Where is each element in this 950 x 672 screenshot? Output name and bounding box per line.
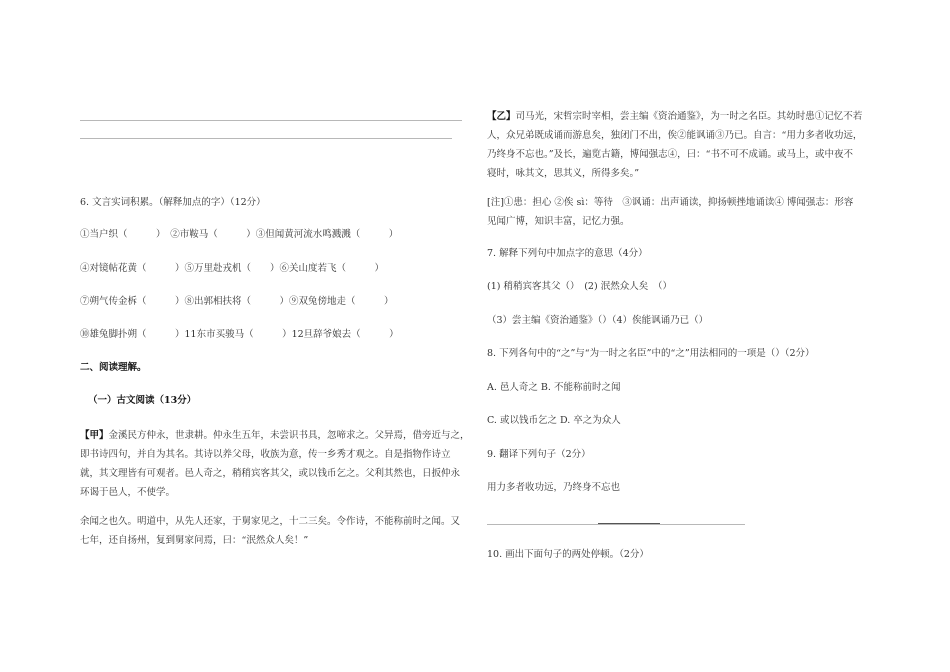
question-6-row: ①当户织（ ） ②市鞍马（ ）③但闻黄河流水鸣溅溅（ ） [80, 229, 399, 240]
passage-line: 乃终身不忘也。”及长，遍览古籍，博闻强志④，曰：“书不可不成诵。或马上，或中夜不 [487, 149, 853, 160]
question-6-row: ⑦朔气传金柝（ ）⑧出郭相扶将（ ）⑨双兔傍地走（ ） [80, 296, 394, 307]
passage-jia-label: 【甲】 [80, 430, 109, 441]
passage-jia-continued [80, 512, 460, 550]
passage-line: 寝时，咏其文，思其义，所得多矣。” [487, 168, 640, 179]
passage-line: 就，其文理皆有可观者。邑人奇之，稍稍宾客其父，或以钱币乞之。父利其然也，日扳仲永 [80, 468, 461, 479]
passage-line: 余闻之也久。明道中，从先人还家，于舅家见之，十二三矣。令作诗，不能称前时之闻。又 [80, 516, 461, 527]
footnote [487, 193, 853, 231]
passage-line: 即书诗四句，并自为其名。其诗以养父母，收族为意，传一乡秀才观之。自是指物作诗立 [80, 449, 451, 460]
question-9-sentence: 用力多者收功远，乃终身不忘也 [487, 482, 621, 493]
passage-line: 环谒于邑人，不使学。 [80, 487, 176, 498]
passage-line: 人，众兄弟既成诵而游息矣，独闭门不出，俟②能讽诵③乃已。自言：“用力多者收功远， [487, 130, 863, 141]
answer-line-3-mark [598, 523, 660, 524]
passage-line: 金溪民方仲永，世隶耕。仲永生五年，未尝识书具，忽啼求之。父异焉，借旁近与之， [108, 430, 470, 441]
question-8-title: 8. 下列各句中的“之”与“为一时之名臣”中的“之”用法相同的一项是（）（2分） [487, 348, 815, 359]
passage-yi [487, 107, 862, 183]
question-7-items-b: （3）尝主编《资治通鉴》（）（4）俟能讽诵乃已（） [487, 315, 709, 326]
passage-jia [80, 426, 470, 502]
answer-line-3 [487, 524, 745, 525]
footnote-line: [注]①患：担心 ②俟 sì：等待 ③讽诵：出声诵读，抑扬顿挫地诵读④ 博闻强志：形容 [487, 197, 854, 208]
answer-line-1 [80, 120, 462, 121]
question-8-options-ab: A. 邑人奇之 B. 不能称前时之闻 [487, 382, 621, 393]
section-title: 二、阅读理解。 [80, 362, 147, 373]
question-6-row: ④对镜帖花黄（ ）⑤万里赴戎机（ ）⑥关山度若飞（ ） [80, 263, 385, 274]
passage-line: 七年，还自扬州，复到舅家问焉，曰：“泯然众人矣！” [80, 535, 309, 546]
question-9-title: 9. 翻译下列句子（2分） [487, 449, 591, 460]
question-8-options-cd: C. 或以钱币乞之 D. 卒之为众人 [487, 415, 621, 426]
question-10-title: 10. 画出下面句子的两处停顿。（2分） [487, 549, 649, 560]
question-7-title: 7. 解释下列句中加点字的意思（4分） [487, 248, 648, 259]
passage-yi-label: 【乙】 [487, 111, 516, 122]
answer-line-2 [80, 138, 452, 139]
footnote-line: 见闻广博，知识丰富，记忆力强。 [487, 216, 630, 227]
passage-line: 司马光，宋哲宗时宰相，尝主编《资治通鉴》，为一时之名臣。其幼时患①记忆不若 [515, 111, 863, 122]
question-6-title: 6. 文言实词积累。（解释加点的字）（12分） [80, 197, 266, 208]
question-7-items-a: (1) 稍稍宾客其父（） (2) 泯然众人矣 （） [487, 281, 672, 292]
question-6-row: ⑩雄兔脚扑朔（ ）11东市买骏马（ ）12旦辞爷娘去（ ） [80, 329, 399, 340]
subsection-title: （一）古文阅读（13分） [88, 395, 197, 406]
